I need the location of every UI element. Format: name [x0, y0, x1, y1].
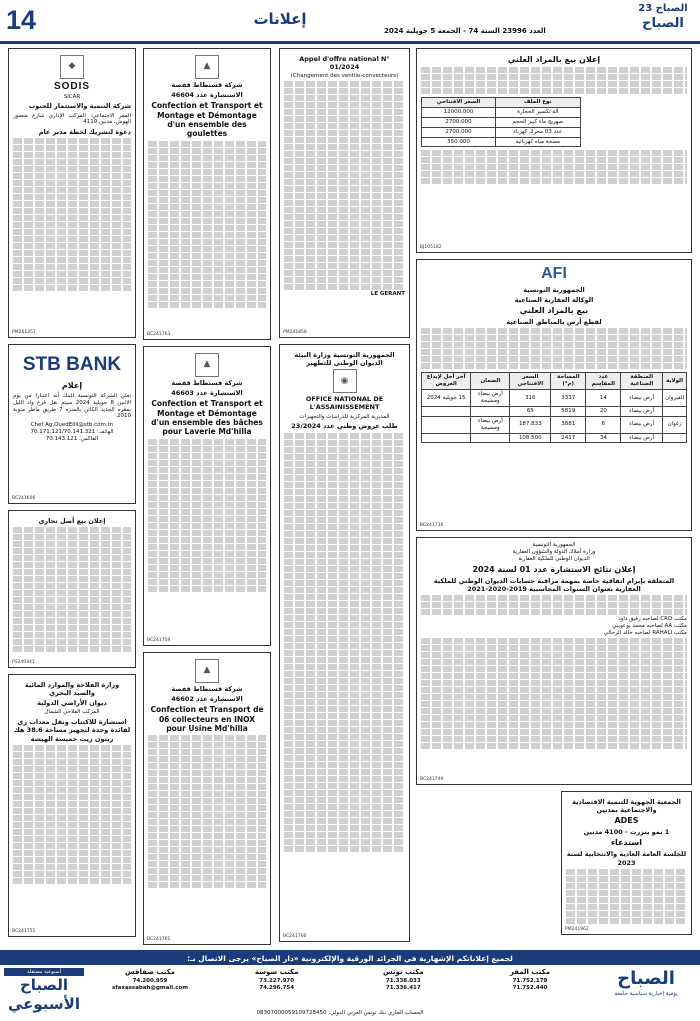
ministry-ref: BC241751 — [12, 929, 36, 935]
onas-dept: المديرية المركزية للدراسات والتجهيزات — [299, 413, 390, 420]
footer — [0, 950, 700, 1021]
ad-goulettes — [143, 48, 271, 340]
office-tunis: مكتب تونس 71.338.033 71.336.417 — [382, 968, 424, 991]
office-sousse: مكتب سوسة 73.227.970 74.296.754 — [254, 968, 299, 991]
table-row: أرض بيضاء 34 2417 108.500 — [422, 433, 687, 443]
goulettes-company: شركة قسنطاط قفصة — [171, 81, 243, 89]
ades-title: الجمعية الجهوية للتنمية الاقتصادية والاجتماعية بمدنين — [572, 798, 681, 815]
ades-ref: PM241962 — [565, 927, 589, 933]
appel-ref: PM241858 — [283, 330, 307, 336]
stb-ref: BC241606 — [12, 496, 36, 502]
column-2 — [143, 48, 271, 945]
footer-brand-right-name: الصباح — [617, 968, 675, 989]
footer-banner: لجميع إعلاناتكم الإشهارية في الجرائد الورقية والإلكترونية «دار الصباح» يرجى الاتصال بـ: — [0, 952, 700, 965]
ad-ades — [561, 791, 692, 935]
afi-subtitle: لقطع أرض بالمناطق الصناعية — [506, 318, 602, 327]
consult2-sub: الديوان الوطني للملكية العقارية — [518, 555, 590, 562]
appel-subtitle: (Changement des ventilo-convecteurs) — [290, 73, 399, 80]
page-number: 14 — [6, 5, 37, 35]
consult2-country: الجمهورية التونسية — [532, 542, 576, 548]
ministry-sub: ديوان الأراضي الدولية — [37, 699, 107, 708]
list-item: مكتب CRD لصاحبه رفيق داود — [618, 615, 687, 622]
footer-account: الحساب الجاري بنك تونس العربي الدولي: 08307000059109728450 — [256, 1010, 424, 1016]
auction-table — [421, 97, 581, 147]
masthead — [0, 0, 700, 44]
logo-top: 23 الصباح — [638, 3, 688, 14]
office-sfax: مكتب صفاقس 74.200.959 sfaxassabah@gmail.com — [112, 968, 188, 991]
goulettes-title: Confection et Transport et Montage et Démontage d'un ensemble des goulettes — [151, 101, 263, 139]
auction-col-price: السعر الافتتاحي — [422, 98, 496, 108]
sodis-brand: SODIS — [53, 81, 91, 92]
goulettes-ref: BC241763 — [147, 332, 171, 338]
footer-brand-left-tag: أسبوعية مستقلة — [4, 968, 84, 976]
table-row: زغوان أرض بيضاء 6 3881 187.833 أرض بيضاء ومسيجة — [422, 416, 687, 433]
footer-brand-left — [4, 968, 84, 1014]
onas-ref: BC241766 — [283, 934, 307, 940]
ad-stb — [8, 344, 136, 504]
newspaper-logo — [630, 3, 696, 40]
auction-title: إعلان بيع بالمزاد العلني — [507, 55, 601, 64]
inox-title: Confection et Transport de 06 collecteurs en INOX pour Usine Md'hilla — [150, 705, 264, 733]
ministry-subject: استشارة للاكتتاب ونقل معدات ري لفائدة وحدة لتجهيز مساحة 38.6 هك زيتون زيت خميسة الهيشة — [13, 718, 131, 743]
onas-subject: طلب عروض وطني عدد 23/2024 — [291, 422, 398, 431]
ad-afi — [416, 259, 692, 531]
section-title: إعلانات — [253, 10, 307, 28]
office-hq: مكتب المقر 71.752.179 71.752.440 — [509, 968, 551, 991]
auction-col-type: نوع الملف — [495, 98, 580, 108]
table-row: آلة تكسير الحجارة 12000.000 — [422, 107, 581, 117]
inox-company: شركة قسنطاط قفصة — [171, 685, 243, 693]
sodis-notice: دعوة لتشريك لخطة مدير عام — [38, 128, 131, 137]
ad-appel-offre — [279, 48, 410, 338]
afi-agency: الوكالة العقارية الصناعية — [514, 296, 594, 305]
sodis-logo-icon: ◆ — [60, 55, 84, 79]
table-row: أرض بيضاء 20 5819 65 — [422, 406, 687, 416]
column-3 — [279, 48, 410, 945]
onas-org-ar: الجمهورية التونسية وزارة البيئة الديوان الوطني للتطهير — [294, 351, 395, 368]
laverie-ref: BC241759 — [147, 638, 171, 644]
ministry-sub2: المركب الفلاحي الشمال — [44, 709, 100, 716]
onas-logo-icon: ◉ — [333, 369, 357, 393]
ades-meeting: للجلسة العامة العادية والانتخابية لسنة 2023 — [566, 850, 687, 867]
ad-laverie — [143, 346, 271, 646]
goulettes-consult: الاستشارة عدد 46604 — [171, 91, 243, 100]
sodis-ref: PM261357 — [12, 330, 36, 336]
ades-brand: ADES — [614, 816, 639, 826]
column-1 — [8, 48, 136, 945]
ministry-title: وزارة الفلاحة والموارد المائية والصيد البحري — [24, 681, 120, 698]
afi-table: الولاية المنطقة الصناعية عدد المقاسم المساحة (م²) السعر الافتتاحي الضمان آخر أجل لإيداع العروض القيروان أرض بيضاء 14 3337 316 أرض بيضاء ومسيجة 15 جويلية 2024 أرض بيضاء 20 5819 65 زغوان أرض بيضاء 6 3881 187.833 أرض بيضاء ومسيجة أرض بيضاء 34 2417 108.500 — [421, 372, 687, 443]
issue-info: العدد 23996 السنة 74 - الجمعة 5 جويلية 2024 — [384, 27, 546, 35]
consult2-subject: المتعلقة بإبرام اتفاقية خاصة بمهمة مراقبة حسابات الديوان الوطني للملكية العقارية بعنوان السنوات المحاسبية 2019-2020-2021 — [433, 576, 675, 593]
sodis-title: شركة التنمية والاستثمار للجنوب — [28, 102, 131, 111]
list-item: مكتب RAHALI لصاحبه خالد الرحالي — [603, 629, 687, 636]
stb-phones: الهاتف: 70.171.121/70.141.321 — [30, 429, 114, 436]
ad-sale — [8, 510, 136, 668]
table-row: عدد 03 محرك كهرباء 2700.000 — [422, 127, 581, 137]
sodis-address: المقر الاجتماعي: المركب الإداري شارع منصور الهوش، مدنين 4119 — [13, 112, 131, 126]
consult2-ref: BC241749 — [420, 777, 444, 783]
ades-loans: 1 نمو بنزرت - 4100 مدنين — [583, 828, 670, 837]
ad-auction — [416, 48, 692, 253]
stb-body: تعلن الشركة التونسية للبنك أنه اعتبارا من يوم الاثنين 8 جويلية 2024 سيتم نقل فرع واد الليل بمقره الجديد الكائن بالمنزه 7 طريق ماطر منوبة 2010. — [13, 392, 131, 420]
stb-fax: الفاكس: 70.143.121 — [45, 436, 99, 442]
company-logo-icon: ▲ — [195, 659, 219, 683]
consult2-title: إعلان نتائج الاستشارة عدد 01 لسنة 2024 — [472, 564, 636, 574]
afi-country: الجمهورية التونسية — [523, 286, 585, 294]
consult2-org: وزارة أملاك الدولة والشؤون العقارية — [512, 548, 596, 555]
sodis-sub: SICAR — [63, 93, 81, 100]
list-item: مكتب AA لصاحبه محمد بوعويني — [612, 622, 687, 629]
stb-title: إعلام — [61, 380, 83, 390]
laverie-consult: الاستشارة عدد 46603 — [171, 389, 243, 398]
stb-logo: STB BANK — [22, 354, 122, 375]
inox-ref: BC241761 — [147, 937, 171, 943]
laverie-company: شركة قسنطاط قفصة — [171, 379, 243, 387]
company-logo-icon: ▲ — [195, 353, 219, 377]
sale-title: إعلان بيع أصل تجاري — [38, 517, 106, 525]
table-row: القيروان أرض بيضاء 14 3337 316 أرض بيضاء ومسيجة 15 جويلية 2024 — [422, 390, 687, 407]
afi-title: بيع بالمزاد العلني — [519, 306, 589, 316]
ad-consultation-results — [416, 537, 692, 785]
ad-sodis — [8, 48, 136, 338]
afi-logo: AFI — [541, 265, 567, 282]
auction-ref: BJ105182 — [420, 245, 442, 251]
afi-ref: BC241736 — [420, 523, 444, 529]
appel-title: Appel d'offre national N° 01/2024 — [299, 55, 390, 72]
footer-offices — [90, 968, 590, 992]
company-logo-icon: ▲ — [195, 55, 219, 79]
footer-brand-left-name: الصباح الأسبوعي — [7, 976, 80, 1013]
sale-ref: PS240341 — [12, 660, 35, 666]
ades-subtitle: استدعاء — [610, 838, 643, 848]
inox-consult: الاستشارة عدد 46602 — [171, 695, 243, 704]
table-row: مضخة مياه كهربائية 350.000 — [422, 137, 581, 147]
logo-bottom: الصباح — [642, 15, 684, 31]
footer-brand-right-tag: يومية إخبارية سياسية جامعة — [614, 990, 678, 997]
footer-brand-right — [596, 968, 696, 997]
column-4 — [416, 48, 692, 945]
onas-org-fr: OFFICE NATIONAL DE L'ASSAINISSEMENT — [305, 395, 384, 412]
appel-signature: LE GERANT — [370, 291, 405, 298]
ad-ministry — [8, 674, 136, 937]
ad-onas — [279, 344, 410, 942]
stb-contact[interactable]: Chef Ag.OuedEllil@stb.com.tn — [30, 422, 114, 429]
laverie-title: Confection et Transport et Montage et Démontage d'un ensemble des bâches pour Laverie Md'hilla — [151, 399, 263, 437]
ad-inox — [143, 652, 271, 945]
table-row: صهريج ماء كبير الحجم 2700.000 — [422, 117, 581, 127]
